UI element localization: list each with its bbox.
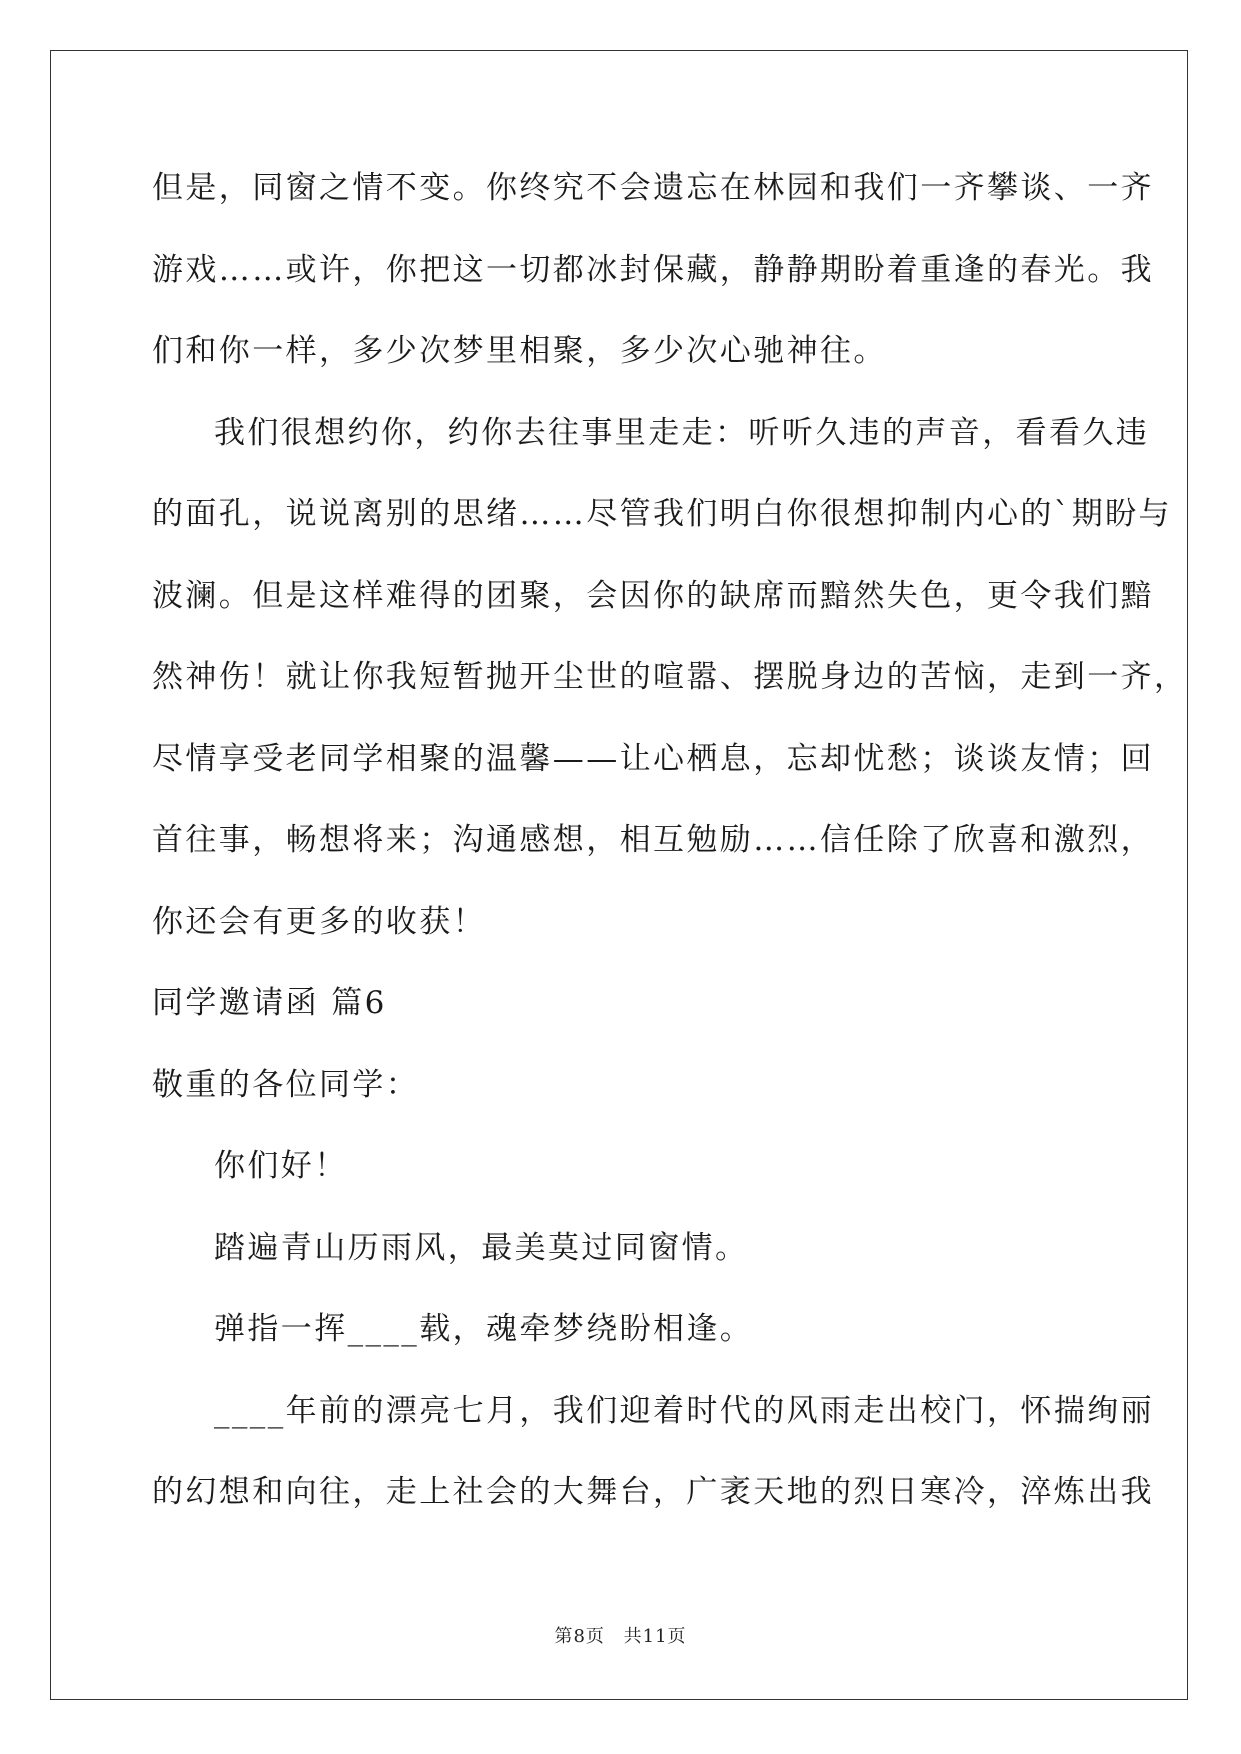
text-line: 然神伤！就让你我短暂抛开尘世的喧嚣、摆脱身边的苦恼，走到一齐， xyxy=(152,659,1188,695)
text-line: ____年前的漂亮七月，我们迎着时代的风雨走出校门，怀揣绚丽 xyxy=(214,1392,1154,1429)
text-line: 弹指一挥____载，魂牵梦绕盼相逢。 xyxy=(214,1311,754,1347)
text-line: 们和你一样，多少次梦里相聚，多少次心驰神往。 xyxy=(152,333,887,369)
text-line: 波澜。但是这样难得的团聚，会因你的缺席而黯然失色，更令我们黯 xyxy=(152,577,1154,614)
page-total: 共11页 xyxy=(623,1626,687,1647)
text-line: 的面孔，说说离别的思绪……尽管我们明白你很想抑制内心的`期盼与 xyxy=(152,496,1172,532)
document-body xyxy=(152,148,1188,1534)
text-line: 首往事，畅想将来；沟通感想，相互勉励……信任除了欣喜和激烈， xyxy=(152,822,1154,858)
page-footer xyxy=(0,1622,1241,1648)
section-heading: 同学邀请函 篇6 xyxy=(152,985,387,1021)
greeting: 你们好！ xyxy=(214,1148,348,1184)
page-number: 第8页 xyxy=(554,1626,605,1647)
salutation: 敬重的各位同学： xyxy=(152,1066,420,1103)
text-line: 但是，同窗之情不变。你终究不会遗忘在林园和我们一齐攀谈、一齐 xyxy=(152,170,1154,206)
text-line: 踏遍青山历雨风，最美莫过同窗情。 xyxy=(214,1229,749,1266)
text-line: 尽情享受老同学相聚的温馨——让心栖息，忘却忧愁；谈谈友情；回 xyxy=(152,740,1154,777)
text-line: 游戏……或许，你把这一切都冰封保藏，静静期盼着重逢的春光。我 xyxy=(152,251,1154,288)
text-line: 你还会有更多的收获！ xyxy=(152,903,486,940)
text-line: 的幻想和向往，走上社会的大舞台，广袤天地的烈日寒冷，淬炼出我 xyxy=(152,1474,1154,1510)
text-line: 我们很想约你，约你去往事里走走：听听久违的声音，看看久违 xyxy=(214,414,1150,451)
